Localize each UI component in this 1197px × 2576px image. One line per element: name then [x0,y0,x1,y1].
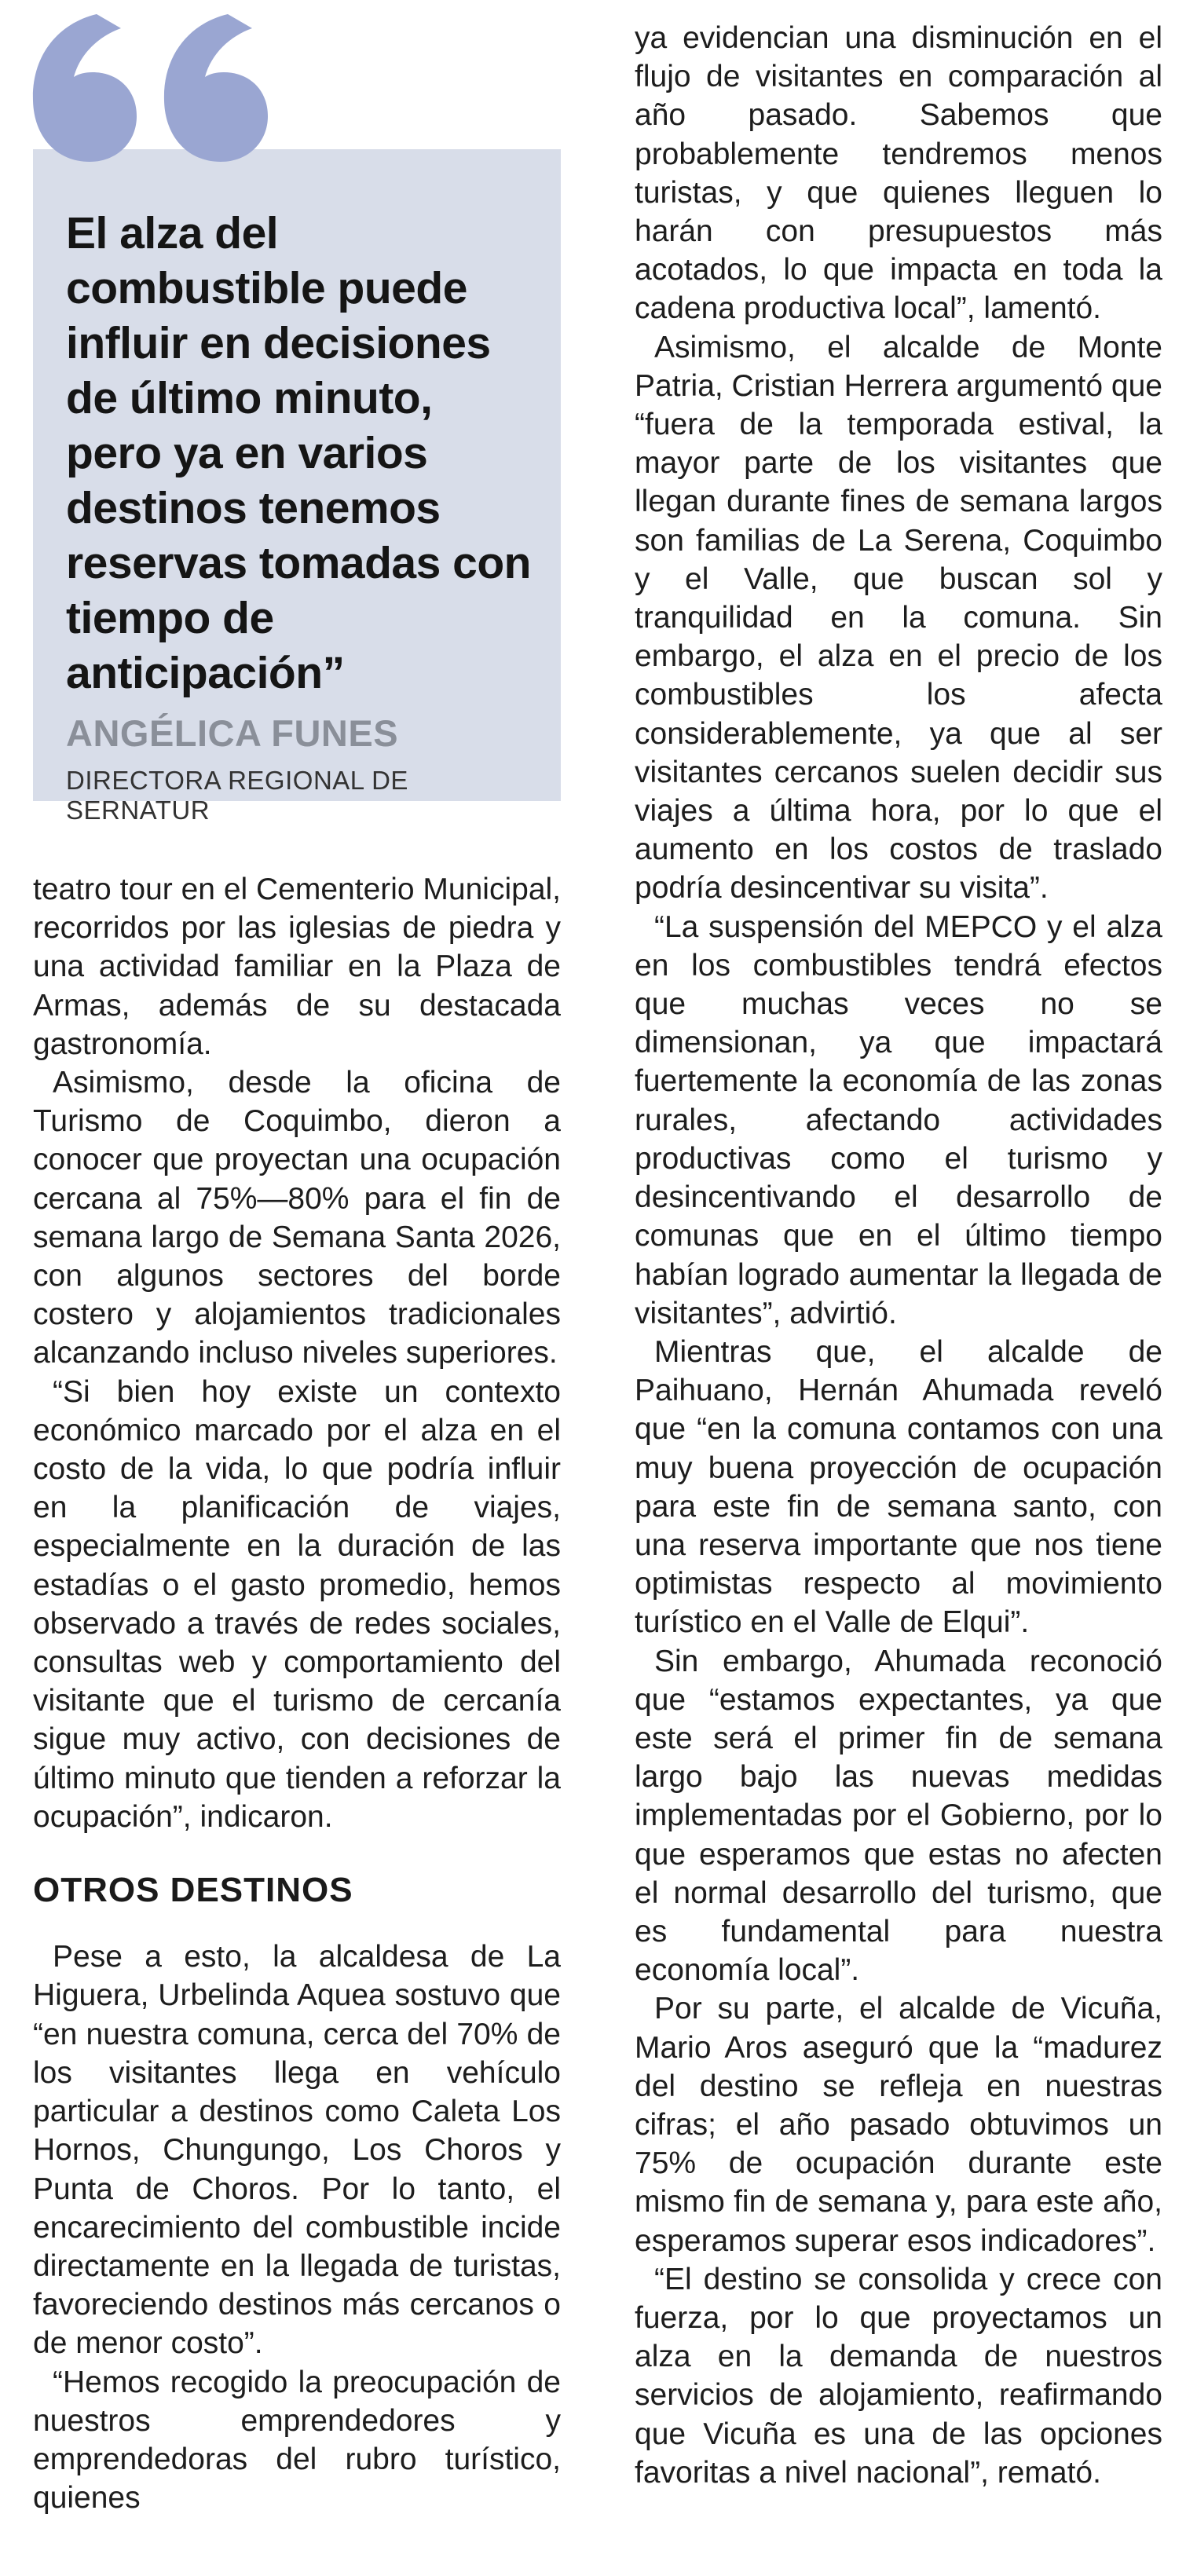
paragraph: Asimismo, desde la oficina de Turismo de Coquimbo, dieron a conocer que proyectan una ocupación cercana al 75%—80% para el fin de semana largo de Semana Santa 2026, con algunos sectores del borde costero y alojamientos tradicionales alcanzando incluso niveles superiores. [33,1066,561,1370]
paragraph: ya evidencian una disminución en el flujo de visitantes en comparación al año pasado. Sabemos que probablemente tendremos menos turistas, y que quienes lleguen lo harán con presupuestos más acotados, lo que impacta en toda la cadena productiva local”, lamentó. [635,21,1162,326]
paragraph: Sin embargo, Ahumada reconoció que “estamos expectantes, ya que este será el primer fin de semana largo bajo las nuevas medidas implementadas por el Gobierno, por lo que esperamos que estas no afecten el normal desarrollo del turismo, que es fundamental para nuestra economía local”. [635,1644,1162,1988]
paragraph: Pese a esto, la alcaldesa de La Higuera, Urbelinda Aquea sostuvo que “en nuestra comuna, cerca del 70% de los visitantes llega en vehículo particular a destinos como Caleta Los Hornos, Chungungo, Los Choros y Punta de Choros. Por lo tanto, el encarecimiento del combustible incide directamente en la llegada de turistas, favoreciendo destinos más cercanos o de menor costo”. [33,1940,561,2361]
right-column [635,19,1162,2492]
paragraph: “La suspensión del MEPCO y el alza en los combustibles tendrá efectos que muchas veces no se dimensionan, ya que impactará fuertemente la economía de las zonas rurales, afectando actividades productivas como el turismo y desincentivando el desarrollo de comunas que en el último tiempo habían logrado aumentar la llegada de visitantes”, advirtió. [635,909,1162,1330]
paragraph: Por su parte, el alcalde de Vicuña, Mario Aros aseguró que la “madurez del destino se refleja en nuestras cifras; el año pasado obtuvimos un 75% de ocupación durante este mismo fin de semana y, para este año, esperamos superar esos indicadores”. [635,1992,1162,2258]
paragraph: Asimismo, el alcalde de Monte Patria, Cristian Herrera argumentó que “fuera de la temporada estival, la mayor parte de los visitantes que llegan durante fines de semana largos son familias de La Serena, Coquimbo y el Valle, que buscan sol y tranquilidad en la comuna. Sin embargo, el alza en el precio de los combustibles los afecta considerablemente, ya que al ser visitantes cercanos suelen decidir sus viajes a última hora, por lo que el aumento en los costos de traslado podría desincentivar su visita”. [635,330,1162,906]
paragraph: “Hemos recogido la preocupación de nuestros emprendedores y emprendedoras del rubro turístico, quienes [33,2365,561,2516]
quote-icon [22,8,273,165]
left-column [33,870,561,2517]
pull-quote-box [33,149,561,825]
quote-author-role: DIRECTORA REGIONAL DE SERNATUR [66,766,408,825]
paragraph: teatro tour en el Cementerio Municipal, recorridos por las iglesias de piedra y una actividad familiar en la Plaza de Armas, además de su destacada gastronomía. [33,873,562,1061]
paragraph: “Si bien hoy existe un contexto económico marcado por el alza en el costo de la vida, lo que podría influir en la planificación de viajes, especialmente en la duración de las estadías o el gasto promedio, hemos observado a través de redes sociales, consultas web y comportamiento del visitante que el turismo de cercanía sigue muy activo, con decisiones de último minuto que tienden a reforzar la ocupación”, indicaron. [33,1374,561,1834]
paragraph: Mientras que, el alcalde de Paihuano, Hernán Ahumada reveló que “en la comuna contamos con una muy buena proyección de ocupación para este fin de semana santo, con una reserva importante que nos tiene optimistas respecto al movimiento turístico en el Valle de Elqui”. [635,1334,1162,1640]
pull-quote-text: El alza del combustible puede influir en decisiones de último minuto, pero ya en varios destinos tenemos reservas tomadas con tiempo de anticipación” [66,208,531,698]
section-heading: OTROS DESTINOS [33,1871,353,1910]
paragraph: “El destino se consolida y crece con fuerza, por lo que proyectamos un alza en la demanda de nuestros servicios de alojamiento, reafirmando que Vicuña es una de las opciones favoritas a nivel nacional”, remató. [635,2262,1162,2490]
quote-author: ANGÉLICA FUNES [66,712,399,754]
